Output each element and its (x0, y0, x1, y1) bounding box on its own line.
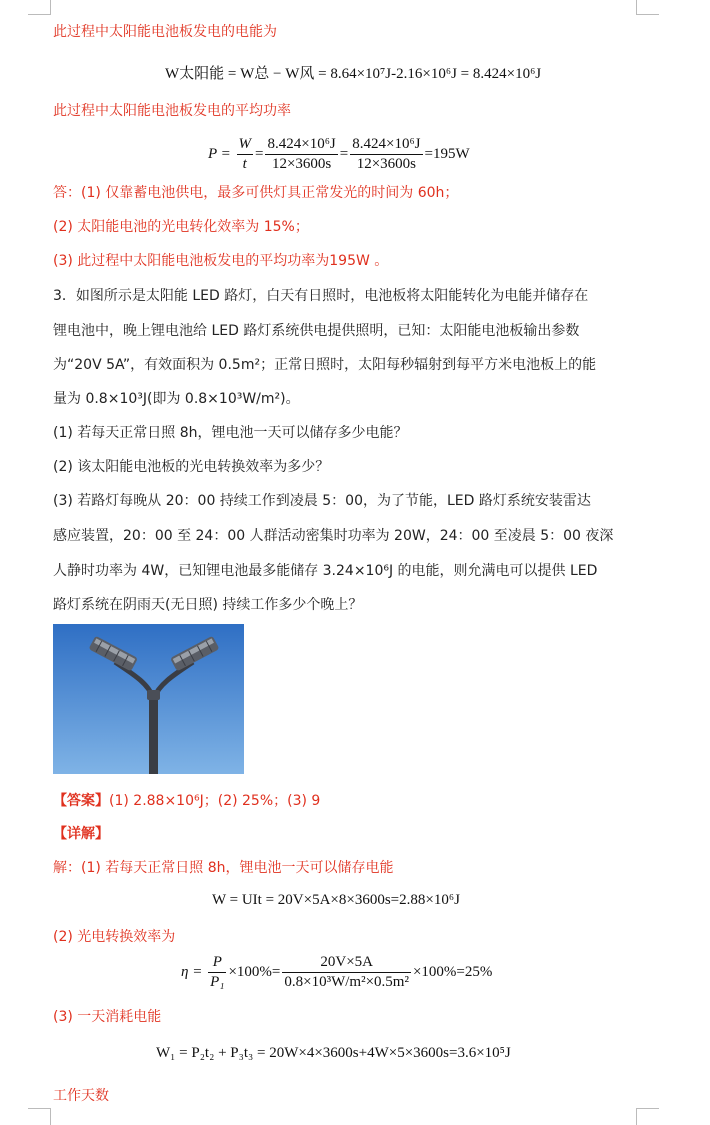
answer-label: 【答案】 (53, 793, 109, 809)
eq4-fraction-p: $\frac{P}{\text{P₁}}$ (210, 954, 225, 990)
question3-sub-3-line-1: (3) 若路灯每晚从 20：00 持续工作到凌晨 5：00，为了节能，LED 路灯系统安装雷达 (53, 493, 591, 509)
question3-sub-3-line-2: 感应装置，20：00 至 24：00 人群活动密集时功率为 20W，24：00 至凌晨 5：00 夜深 (53, 528, 614, 544)
answer-line-1: 答：(1) 仅靠蓄电池供电，最多可供灯具正常发光的时间为 60h； (53, 185, 459, 201)
question3-sub-3-line-3: 人静时功率为 4W，已知锂电池最多能储存 3.24×10⁶J 的电能，则允满电可以提供 LED (53, 563, 598, 579)
solution-step-1: 解：(1) 若每天正常日照 8h，锂电池一天可以储存电能 (53, 860, 394, 876)
equation-solar-energy: W太阳能 = W总 − W风 = 8.64×10⁷J-2.16×10⁶J = 8.424×10⁶J (165, 66, 542, 82)
question3-sub-2: (2) 该太阳能电池板的光电转换效率为多少？ (53, 459, 330, 475)
detail-heading (53, 823, 653, 843)
detail-label: 【详解】 (53, 826, 109, 842)
eq4-fraction-values: $\frac{20V\times 5A}{\text{0.8×10³W/m²×0.5m²}}$ (284, 954, 409, 990)
answer-line-3: (3) 此过程中太阳能电池板发电的平均功率为195W 。 (53, 253, 389, 269)
solution-line-power: 此过程中太阳能电池板发电的平均功率 (53, 103, 291, 119)
crop-mark-top-right (636, 0, 659, 15)
crop-mark-bottom-left (28, 1108, 51, 1125)
eq2-lhs: P = (208, 145, 231, 162)
eq2-fraction-2: $\frac{\text{8.424×10⁶J}}{12\times 3600s}$ (352, 136, 421, 172)
equation-stored-energy: W = UIt = 20V×5A×8×3600s=2.88×10⁶J (212, 892, 460, 908)
street-lamp-image (53, 624, 244, 774)
equation-efficiency (181, 954, 492, 991)
crop-mark-bottom-right (636, 1108, 659, 1125)
answer-summary (53, 790, 653, 810)
solution-step-3: (3) 一天消耗电能 (53, 1009, 162, 1025)
eq2-fraction-1: $\frac{\text{8.424×10⁶J}}{12\times 3600s}$ (267, 136, 336, 172)
eq4-lhs: η = (181, 963, 203, 980)
question3-line-4: 量为 0.8×10³J(即为 0.8×10³W/m²)。 (53, 391, 300, 407)
question3-line-1: 3．如图所示是太阳能 LED 路灯，白天有日照时，电池板将太阳能转化为电能并储存在 (53, 288, 589, 304)
equation-daily-consumption: W₁ = P₂t₂ + P₃t₃ = 20W×4×3600s+4W×5×3600s=3.6×10⁵J (156, 1045, 511, 1061)
eq4-result: ×100%=25% (412, 963, 493, 980)
question3-line-3: 为“20V 5A”，有效面积为 0.5m²；正常日照时，太阳每秒辐射到每平方米电池板上的能 (53, 357, 597, 373)
answer-line-2: (2) 太阳能电池的光电转化效率为 15%； (53, 219, 309, 235)
eq2-result: =195W (424, 145, 470, 162)
street-lamp-photo (53, 624, 244, 774)
solution-line-energy: 此过程中太阳能电池板发电的电能为 (53, 24, 277, 40)
eq4-mid: ×100%= (228, 963, 281, 980)
answer-value: (1) 2.88×10⁶J；(2) 25%；(3) 9 (109, 793, 321, 809)
question3-line-2: 锂电池中，晚上锂电池给 LED 路灯系统供电提供照明，已知：太阳能电池板输出参数 (53, 323, 580, 339)
solution-step-4: 工作天数 (53, 1088, 109, 1104)
solution-step-2: (2) 光电转换效率为 (53, 929, 176, 945)
question3-sub-3-line-4: 路灯系统在阴雨天(无日照) 持续工作多少个晚上？ (53, 597, 363, 613)
crop-mark-top-left (28, 0, 51, 15)
eq2-fraction-w-t: $\frac{W}{t}$ (238, 136, 252, 172)
equation-average-power: P = $\frac{W}{t}$ = $\frac{\text{8.424×10⁶J}}{12\times 3600s}$ = $\frac{\text{8.424×10⁶J}}{12\times 3600s}$ =195W (208, 136, 470, 172)
question3-sub-1: (1) 若每天正常日照 8h，锂电池一天可以储存多少电能？ (53, 425, 408, 441)
